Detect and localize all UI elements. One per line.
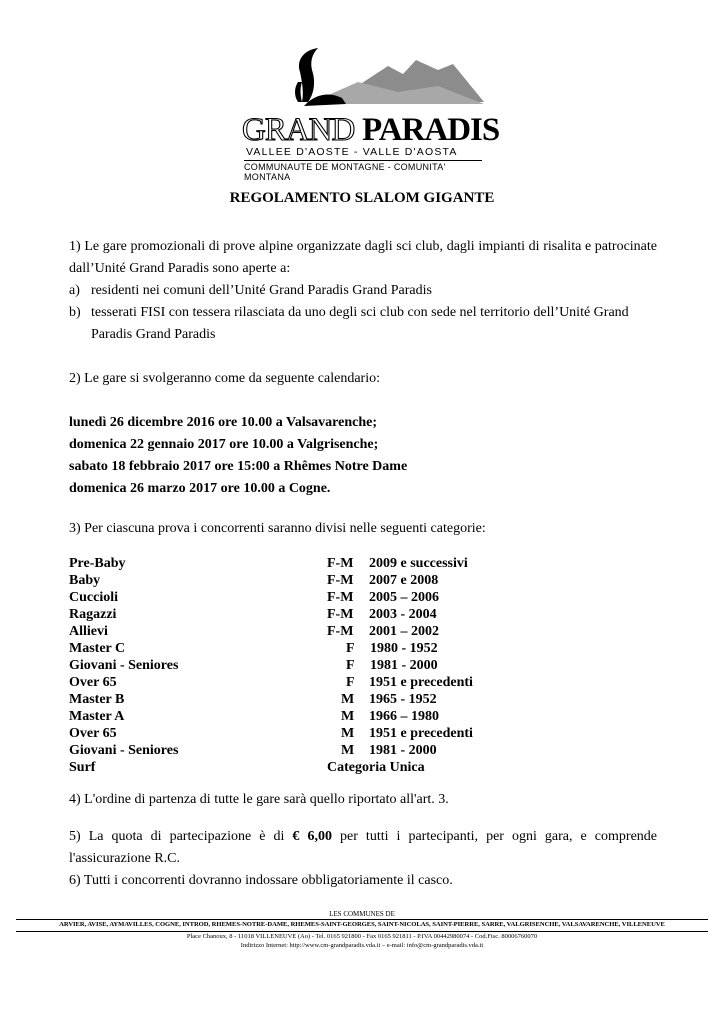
grand-paradis-logo <box>238 42 500 182</box>
category-sex: F-M <box>327 590 354 605</box>
category-name: Over 65 <box>69 675 117 690</box>
calendar-date: lunedì 26 dicembre 2016 ore 10.00 a Valsavarenche; <box>69 415 377 430</box>
category-sex: F <box>346 675 355 690</box>
category-years: 1981 - 2000 <box>369 743 437 758</box>
fee-amount: € 6,00 <box>292 829 332 844</box>
footer-communes-label: LES COMMUNES DE <box>329 910 395 918</box>
category-name: Giovani - Seniores <box>69 658 179 673</box>
category-sex: F <box>346 658 355 673</box>
category-name: Allievi <box>69 624 108 639</box>
art6-text: 6) Tutti i concorrenti dovranno indossare obbligatoriamente il casco. <box>69 873 453 888</box>
footer-internet: Indirizzo Internet: http://www.cm-grandparadis.vda.it – e-mail: info@cm-grandparadis.vda.it <box>240 942 484 949</box>
category-name: Giovani - Seniores <box>69 743 179 758</box>
logo-word-paradis: PARADIS <box>362 112 500 148</box>
category-name: Master C <box>69 641 126 656</box>
art2-intro: 2) Le gare si svolgeranno come da seguente calendario: <box>69 371 380 386</box>
category-sex: F-M <box>327 607 354 622</box>
art1-b-text: tesserati FISI con tessera rilasciata da uno degli sci club con sede nel territorio dell’Unité Grand Paradis Grand Paradis <box>91 305 629 342</box>
category-sex: Categoria Unica <box>327 760 425 775</box>
art4-text: 4) L'ordine di partenza di tutte le gare sarà quello riportato all'art. 3. <box>69 792 449 807</box>
logo-community-line: COMMUNAUTE DE MONTAGNE - COMUNITA' MONTANA <box>244 160 482 182</box>
logo-word-grand: GRAND <box>242 112 355 148</box>
category-name: Master B <box>69 692 125 707</box>
category-years: 1951 e precedenti <box>369 726 473 741</box>
category-years: 2009 e successivi <box>369 556 468 571</box>
art5-after: per tutti i partecipanti, per ogni gara, e comprende l'assicurazione R.C. <box>69 829 657 866</box>
document-title: REGOLAMENTO SLALOM GIGANTE <box>229 190 495 206</box>
category-years: 1966 – 1980 <box>369 709 439 724</box>
category-name: Cuccioli <box>69 590 118 605</box>
footer-divider-top <box>16 919 708 920</box>
art5-paragraph <box>69 826 657 870</box>
calendar-date: domenica 22 gennaio 2017 ore 10.00 a Valgrisenche; <box>69 437 379 452</box>
category-name: Baby <box>69 573 101 588</box>
category-years: 2007 e 2008 <box>369 573 439 588</box>
category-years: 1951 e precedenti <box>369 675 473 690</box>
category-sex: M <box>341 709 355 724</box>
art1-a-text: residenti nei comuni dell’Unité Grand Paradis Grand Paradis <box>91 283 432 298</box>
mountain-ibex-icon <box>238 42 486 114</box>
category-years: 1981 - 2000 <box>370 658 438 673</box>
category-sex: M <box>341 692 355 707</box>
footer-address: Place Chanoux, 8 - 11018 VILLENEUVE (Ao) - Tel. 0165 921800 - Fax 0165 921811 - P.IVA 00442980074 - Cod.Fisc. 80006760070 <box>186 933 538 940</box>
art1-a-marker: a) <box>69 283 80 298</box>
category-name: Ragazzi <box>69 607 117 622</box>
art3-intro: 3) Per ciascuna prova i concorrenti saranno divisi nelle seguenti categorie: <box>69 521 486 536</box>
category-years: 1980 - 1952 <box>370 641 438 656</box>
category-years: 2001 – 2002 <box>369 624 439 639</box>
category-name: Over 65 <box>69 726 117 741</box>
logo-region-line: VALLEE D'AOSTE - VALLE D'AOSTA <box>246 146 458 158</box>
calendar-date: sabato 18 febbraio 2017 ore 15:00 a Rhêmes Notre Dame <box>69 459 408 474</box>
category-sex: F-M <box>327 573 354 588</box>
category-sex: F-M <box>327 556 354 571</box>
category-sex: F-M <box>327 624 354 639</box>
category-years: 2003 - 2004 <box>369 607 437 622</box>
category-years: 1965 - 1952 <box>369 692 437 707</box>
category-name: Pre-Baby <box>69 556 126 571</box>
art5-before: 5) La quota di partecipazione è di <box>69 829 293 844</box>
art1-intro: 1) Le gare promozionali di prove alpine organizzate dagli sci club, dagli impianti di risalita e patrocinate dall’Unité Grand Paradis sono aperte a: <box>69 239 657 276</box>
category-name: Master A <box>69 709 125 724</box>
calendar-date: domenica 26 marzo 2017 ore 10.00 a Cogne. <box>69 481 331 496</box>
category-sex: M <box>341 726 355 741</box>
footer-divider-bottom <box>16 931 708 932</box>
category-sex: M <box>341 743 355 758</box>
category-years: 2005 – 2006 <box>369 590 439 605</box>
art1-b-marker: b) <box>69 305 81 320</box>
category-name: Surf <box>69 760 96 775</box>
category-sex: F <box>346 641 355 656</box>
footer-communes-list: ARVIER, AVISE, AYMAVILLES, COGNE, INTROD, RHEMES-NOTRE-DAME, RHEMES-SAINT-GEORGES, SAINT-NICOLAS, SAINT-PIERRE, SARRE, VALGRISENCHE, VALSAVARENCHE, VILLENEUVE <box>59 921 665 928</box>
